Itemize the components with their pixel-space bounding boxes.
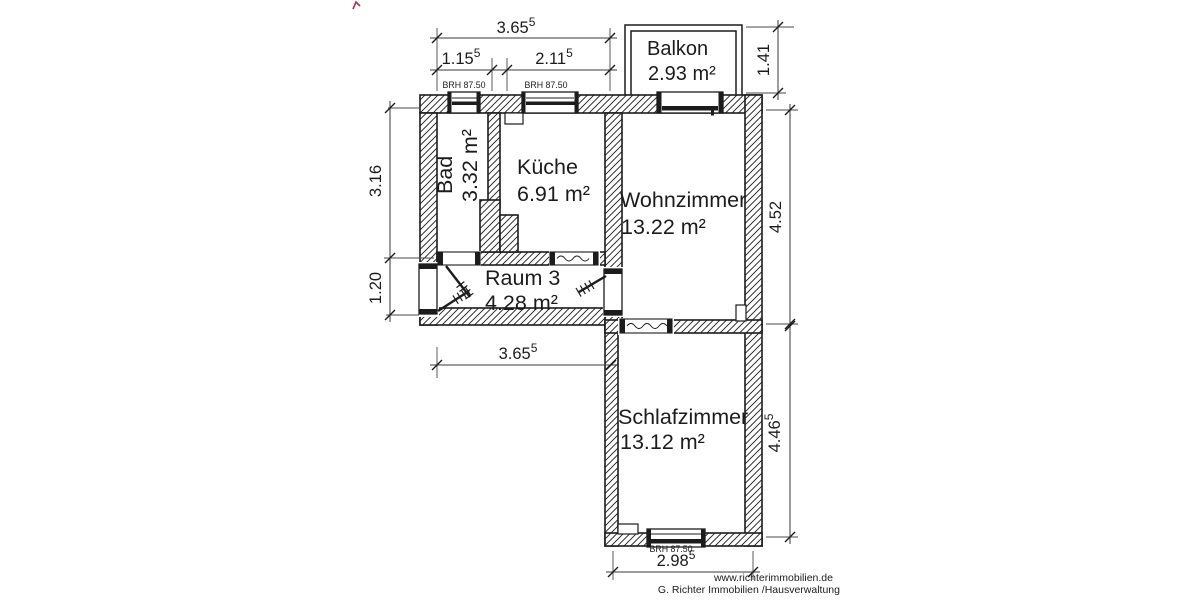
room-area-schlafzimmer: 13.12 m² (620, 430, 705, 454)
room-area-wohnzimmer: 13.22 m² (621, 215, 706, 239)
wall-bad-kueche-divider-upper (488, 113, 500, 208)
dim-top-bad: 1.15$^5$ (441, 46, 481, 68)
radiator-kueche (549, 251, 600, 266)
window-kueche (522, 92, 578, 113)
radiator-wohnzimmer (618, 318, 674, 335)
dim-right-wohnzimmer: 4.52 (767, 200, 785, 234)
dim-top-kueche: 2.11$^5$ (535, 46, 573, 68)
room-label-schlafzimmer: Schlafzimmer (618, 405, 749, 429)
schlafzimmer-corner-notch (618, 524, 638, 534)
dim-middle-bottom: 3.65$^5$ (498, 341, 538, 363)
wohnzimmer-corner-notch (736, 305, 746, 321)
dim-top-total: 3.65$^5$ (496, 15, 536, 37)
red-annotation-mark (353, 2, 360, 9)
room-label-wohnzimmer: Wohnzimmer (620, 188, 747, 212)
watermark-url: www.richterimmobilien.de (713, 572, 833, 584)
room-area-kueche: 6.91 m² (517, 182, 590, 206)
dim-left-upper: 3.16 (367, 164, 385, 198)
dim-bottom: 2.98$^5$ (656, 548, 696, 570)
dim-right-balkon: 1.41 (755, 43, 773, 77)
dim-right-schlafzimmer: 4.46$^5$ (762, 413, 784, 453)
wall-kueche-step (500, 215, 518, 252)
room-area-balkon: 2.93 m² (648, 63, 716, 85)
room-label-balkon: Balkon (647, 38, 709, 60)
wall-bad-kueche-divider-lower (480, 200, 500, 252)
dim-left-lower: 1.20 (367, 271, 385, 305)
room-area-bad: 3.32 m² (458, 129, 482, 202)
balcony-door (657, 92, 723, 116)
door-bad (438, 251, 481, 299)
room-label-kueche: Küche (517, 155, 578, 179)
window-bad (448, 92, 480, 113)
room-label-raum3: Raum 3 (485, 266, 561, 290)
room-label-bad: Bad (433, 155, 457, 194)
room-area-raum3: 4.28 m² (485, 291, 558, 315)
kueche-corner-pillar (505, 113, 523, 124)
watermark-company: G. Richter Immobilien /Hausverwaltung (657, 584, 840, 596)
wall-schlafzimmer-left (605, 325, 618, 546)
watermark (658, 572, 840, 596)
sill-label-bad: BRH 87.50 (442, 80, 486, 90)
sill-label-schlafzimmer: BRH 87.50 (649, 544, 693, 554)
sill-label-kueche: BRH 87.50 (524, 80, 568, 90)
